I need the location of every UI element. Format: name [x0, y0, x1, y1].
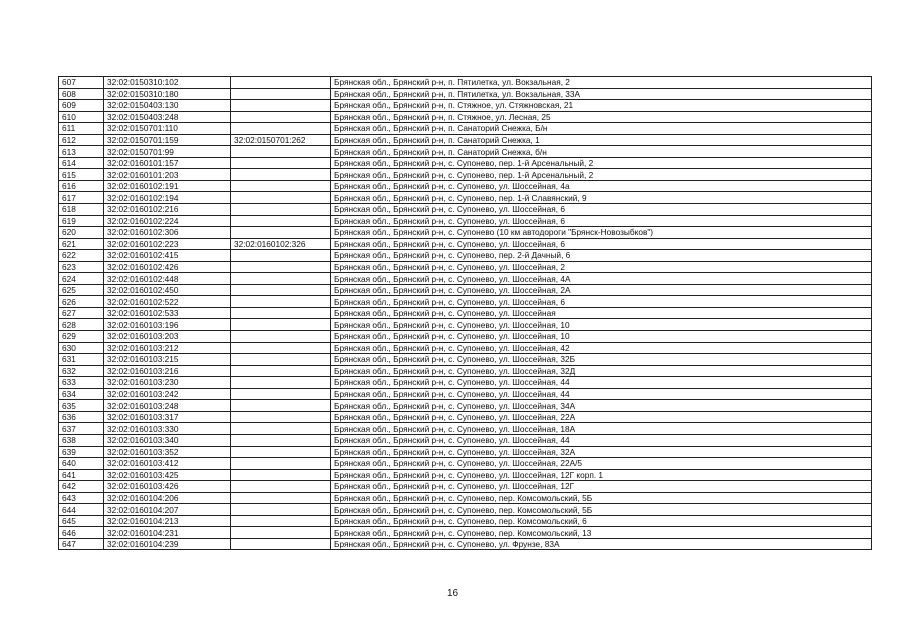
table-row: [59, 527, 872, 539]
address: Брянская обл., Брянский р-н, с. Супонево, пер. Комсомольский, 13: [331, 527, 872, 539]
address: Брянская обл., Брянский р-н, с. Супонево, ул. Шоссейная, 42: [331, 342, 872, 354]
row-number: 641: [59, 469, 104, 481]
related-cadastral-number: [231, 77, 331, 89]
related-cadastral-number: [231, 538, 331, 550]
row-number: 637: [59, 423, 104, 435]
cadastral-number: 32:02:0160102:450: [104, 284, 231, 296]
cadastral-number: 32:02:0160103:340: [104, 434, 231, 446]
related-cadastral-number: [231, 169, 331, 181]
address: Брянская обл., Брянский р-н, с. Супонево, ул. Шоссейная, 6: [331, 204, 872, 216]
related-cadastral-number: [231, 504, 331, 516]
row-number: 631: [59, 354, 104, 366]
row-number: 629: [59, 331, 104, 343]
related-cadastral-number: [231, 527, 331, 539]
table-body: [59, 77, 872, 550]
related-cadastral-number: [231, 273, 331, 285]
table-row: [59, 388, 872, 400]
address: Брянская обл., Брянский р-н, п. Пятилетка, ул. Вокзальная, 2: [331, 77, 872, 89]
cadastral-number: 32:02:0160102:426: [104, 261, 231, 273]
address: Брянская обл., Брянский р-н, с. Супонево, ул. Шоссейная, 2: [331, 261, 872, 273]
related-cadastral-number: [231, 377, 331, 389]
related-cadastral-number: [231, 192, 331, 204]
cadastral-number: 32:02:0150403:248: [104, 111, 231, 123]
address: Брянская обл., Брянский р-н, с. Супонево, ул. Шоссейная, 32А: [331, 446, 872, 458]
row-number: 636: [59, 411, 104, 423]
address: Брянская обл., Брянский р-н, с. Супонево, пер. 2-й Дачный, 6: [331, 250, 872, 262]
address: Брянская обл., Брянский р-н, с. Супонево, ул. Шоссейная, 12Г: [331, 481, 872, 493]
row-number: 634: [59, 388, 104, 400]
table-row: [59, 204, 872, 216]
related-cadastral-number: [231, 296, 331, 308]
related-cadastral-number: [231, 215, 331, 227]
table-row: [59, 423, 872, 435]
address: Брянская обл., Брянский р-н, с. Супонево, ул. Шоссейная, 44: [331, 377, 872, 389]
cadastral-number: 32:02:0160103:203: [104, 331, 231, 343]
related-cadastral-number: [231, 123, 331, 135]
address: Брянская обл., Брянский р-н, с. Супонево, ул. Шоссейная, 34А: [331, 400, 872, 412]
cadastral-number: 32:02:0160103:330: [104, 423, 231, 435]
address: Брянская обл., Брянский р-н, с. Супонево, ул. Шоссейная, 4а: [331, 180, 872, 192]
row-number: 645: [59, 515, 104, 527]
address: Брянская обл., Брянский р-н, с. Супонево, ул. Фрунзе, 83А: [331, 538, 872, 550]
cadastral-number: 32:02:0160103:196: [104, 319, 231, 331]
address: Брянская обл., Брянский р-н, с. Супонево, пер. Комсомольский, 6: [331, 515, 872, 527]
address: Брянская обл., Брянский р-н, с. Супонево, ул. Шоссейная, 18А: [331, 423, 872, 435]
address: Брянская обл., Брянский р-н, с. Супонево, ул. Шоссейная, 22А/5: [331, 458, 872, 470]
row-number: 635: [59, 400, 104, 412]
related-cadastral-number: [231, 157, 331, 169]
row-number: 642: [59, 481, 104, 493]
row-number: 623: [59, 261, 104, 273]
table-row: [59, 100, 872, 112]
address: Брянская обл., Брянский р-н, п. Санаторий Снежка, б/н: [331, 146, 872, 158]
row-number: 618: [59, 204, 104, 216]
related-cadastral-number: [231, 204, 331, 216]
address: Брянская обл., Брянский р-н, с. Супонево, ул. Шоссейная, 12Г корп. 1: [331, 469, 872, 481]
related-cadastral-number: 32:02:0150701:262: [231, 134, 331, 146]
table-row: [59, 446, 872, 458]
row-number: 624: [59, 273, 104, 285]
cadastral-number: 32:02:0160102:216: [104, 204, 231, 216]
address: Брянская обл., Брянский р-н, с. Супонево, ул. Шоссейная, 32Д: [331, 365, 872, 377]
related-cadastral-number: [231, 365, 331, 377]
address: Брянская обл., Брянский р-н, с. Супонево, ул. Шоссейная, 44: [331, 434, 872, 446]
address: Брянская обл., Брянский р-н, п. Стяжное, ул. Стяжновская, 21: [331, 100, 872, 112]
address: Брянская обл., Брянский р-н, с. Супонево, ул. Шоссейная: [331, 307, 872, 319]
related-cadastral-number: [231, 400, 331, 412]
related-cadastral-number: 32:02:0160102:326: [231, 238, 331, 250]
address: Брянская обл., Брянский р-н, с. Супонево, ул. Шоссейная, 32Б: [331, 354, 872, 366]
cadastral-number: 32:02:0160104:239: [104, 538, 231, 550]
cadastral-number: 32:02:0160103:230: [104, 377, 231, 389]
row-number: 643: [59, 492, 104, 504]
row-number: 610: [59, 111, 104, 123]
cadastral-number: 32:02:0160101:157: [104, 157, 231, 169]
address: Брянская обл., Брянский р-н, с. Супонево, ул. Шоссейная, 22А: [331, 411, 872, 423]
table-row: [59, 180, 872, 192]
table-row: [59, 434, 872, 446]
related-cadastral-number: [231, 319, 331, 331]
row-number: 616: [59, 180, 104, 192]
table-row: [59, 342, 872, 354]
cadastral-number: 32:02:0160102:533: [104, 307, 231, 319]
row-number: 644: [59, 504, 104, 516]
cadastral-number: 32:02:0150701:159: [104, 134, 231, 146]
table-row: [59, 238, 872, 250]
cadastral-number: 32:02:0160103:248: [104, 400, 231, 412]
related-cadastral-number: [231, 88, 331, 100]
row-number: 640: [59, 458, 104, 470]
table-row: [59, 411, 872, 423]
related-cadastral-number: [231, 434, 331, 446]
address: Брянская обл., Брянский р-н, с. Супонево (10 км автодороги "Брянск-Новозыбков"): [331, 227, 872, 239]
related-cadastral-number: [231, 100, 331, 112]
cadastral-number: 32:02:0150310:180: [104, 88, 231, 100]
related-cadastral-number: [231, 111, 331, 123]
row-number: 621: [59, 238, 104, 250]
row-number: 630: [59, 342, 104, 354]
cadastral-number: 32:02:0160102:522: [104, 296, 231, 308]
row-number: 622: [59, 250, 104, 262]
cadastral-number: 32:02:0160103:215: [104, 354, 231, 366]
table-row: [59, 492, 872, 504]
cadastral-number: 32:02:0160102:194: [104, 192, 231, 204]
page-number: 16: [446, 588, 459, 599]
row-number: 626: [59, 296, 104, 308]
row-number: 608: [59, 88, 104, 100]
table-row: [59, 319, 872, 331]
cadastral-table: [58, 76, 872, 550]
address: Брянская обл., Брянский р-н, с. Супонево, пер. 1-й Арсенальный, 2: [331, 169, 872, 181]
row-number: 614: [59, 157, 104, 169]
row-number: 647: [59, 538, 104, 550]
row-number: 625: [59, 284, 104, 296]
table-row: [59, 77, 872, 89]
table-row: [59, 192, 872, 204]
related-cadastral-number: [231, 388, 331, 400]
cadastral-number: 32:02:0160103:216: [104, 365, 231, 377]
table-row: [59, 307, 872, 319]
cadastral-number: 32:02:0150403:130: [104, 100, 231, 112]
address: Брянская обл., Брянский р-н, с. Супонево, пер. 1-й Арсенальный, 2: [331, 157, 872, 169]
row-number: 627: [59, 307, 104, 319]
related-cadastral-number: [231, 284, 331, 296]
cadastral-number: 32:02:0160103:212: [104, 342, 231, 354]
cadastral-number: 32:02:0160101:203: [104, 169, 231, 181]
related-cadastral-number: [231, 411, 331, 423]
row-number: 607: [59, 77, 104, 89]
related-cadastral-number: [231, 492, 331, 504]
address: Брянская обл., Брянский р-н, с. Супонево, ул. Шоссейная, 6: [331, 296, 872, 308]
table-row: [59, 354, 872, 366]
row-number: 628: [59, 319, 104, 331]
row-number: 638: [59, 434, 104, 446]
cadastral-number: 32:02:0160102:448: [104, 273, 231, 285]
row-number: 611: [59, 123, 104, 135]
table-row: [59, 538, 872, 550]
row-number: 639: [59, 446, 104, 458]
address: Брянская обл., Брянский р-н, п. Санаторий Снежка, 1: [331, 134, 872, 146]
related-cadastral-number: [231, 146, 331, 158]
address: Брянская обл., Брянский р-н, с. Супонево, пер. 1-й Славянский, 9: [331, 192, 872, 204]
cadastral-number: 32:02:0160103:412: [104, 458, 231, 470]
related-cadastral-number: [231, 515, 331, 527]
cadastral-number: 32:02:0160103:317: [104, 411, 231, 423]
table-row: [59, 331, 872, 343]
cadastral-number: 32:02:0160103:242: [104, 388, 231, 400]
table-row: [59, 481, 872, 493]
address: Брянская обл., Брянский р-н, с. Супонево, ул. Шоссейная, 6: [331, 238, 872, 250]
related-cadastral-number: [231, 307, 331, 319]
cadastral-number: 32:02:0160102:306: [104, 227, 231, 239]
cadastral-number: 32:02:0160104:207: [104, 504, 231, 516]
address: Брянская обл., Брянский р-н, с. Супонево, ул. Шоссейная, 10: [331, 319, 872, 331]
address: Брянская обл., Брянский р-н, п. Стяжное, ул. Лесная, 25: [331, 111, 872, 123]
address: Брянская обл., Брянский р-н, с. Супонево, пер. Комсомольский, 5Б: [331, 504, 872, 516]
address: Брянская обл., Брянский р-н, п. Пятилетка, ул. Вокзальная, 33А: [331, 88, 872, 100]
row-number: 615: [59, 169, 104, 181]
table-row: [59, 157, 872, 169]
table-row: [59, 377, 872, 389]
address: Брянская обл., Брянский р-н, с. Супонево, ул. Шоссейная, 2А: [331, 284, 872, 296]
cadastral-number: 32:02:0160104:206: [104, 492, 231, 504]
cadastral-number: 32:02:0160102:223: [104, 238, 231, 250]
table-row: [59, 123, 872, 135]
row-number: 617: [59, 192, 104, 204]
table-row: [59, 134, 872, 146]
table-row: [59, 469, 872, 481]
table-row: [59, 273, 872, 285]
related-cadastral-number: [231, 227, 331, 239]
table-row: [59, 284, 872, 296]
row-number: 633: [59, 377, 104, 389]
address: Брянская обл., Брянский р-н, с. Супонево, ул. Шоссейная, 10: [331, 331, 872, 343]
row-number: 620: [59, 227, 104, 239]
cadastral-number: 32:02:0160103:426: [104, 481, 231, 493]
table-row: [59, 296, 872, 308]
row-number: 646: [59, 527, 104, 539]
table-row: [59, 250, 872, 262]
related-cadastral-number: [231, 423, 331, 435]
row-number: 632: [59, 365, 104, 377]
related-cadastral-number: [231, 458, 331, 470]
cadastral-number: 32:02:0160102:224: [104, 215, 231, 227]
row-number: 612: [59, 134, 104, 146]
table-row: [59, 458, 872, 470]
related-cadastral-number: [231, 180, 331, 192]
table-row: [59, 515, 872, 527]
address: Брянская обл., Брянский р-н, с. Супонево, пер. Комсомольский, 5Б: [331, 492, 872, 504]
related-cadastral-number: [231, 354, 331, 366]
cadastral-number: 32:02:0150310:102: [104, 77, 231, 89]
cadastral-number: 32:02:0160103:425: [104, 469, 231, 481]
address: Брянская обл., Брянский р-н, п. Санаторий Снежка, Б/н: [331, 123, 872, 135]
table-row: [59, 365, 872, 377]
table-row: [59, 400, 872, 412]
cadastral-number: 32:02:0150701:99: [104, 146, 231, 158]
related-cadastral-number: [231, 469, 331, 481]
table-row: [59, 261, 872, 273]
related-cadastral-number: [231, 261, 331, 273]
address: Брянская обл., Брянский р-н, с. Супонево, ул. Шоссейная, 6: [331, 215, 872, 227]
related-cadastral-number: [231, 250, 331, 262]
cadastral-number: 32:02:0160103:352: [104, 446, 231, 458]
row-number: 613: [59, 146, 104, 158]
cadastral-number: 32:02:0150701:110: [104, 123, 231, 135]
row-number: 609: [59, 100, 104, 112]
table-row: [59, 169, 872, 181]
cadastral-number: 32:02:0160102:191: [104, 180, 231, 192]
cadastral-number: 32:02:0160104:231: [104, 527, 231, 539]
table-row: [59, 111, 872, 123]
related-cadastral-number: [231, 481, 331, 493]
related-cadastral-number: [231, 446, 331, 458]
row-number: 619: [59, 215, 104, 227]
table-row: [59, 215, 872, 227]
cadastral-number: 32:02:0160104:213: [104, 515, 231, 527]
table-row: [59, 227, 872, 239]
table-row: [59, 146, 872, 158]
related-cadastral-number: [231, 342, 331, 354]
cadastral-number: 32:02:0160102:415: [104, 250, 231, 262]
table-row: [59, 504, 872, 516]
related-cadastral-number: [231, 331, 331, 343]
address: Брянская обл., Брянский р-н, с. Супонево, ул. Шоссейная, 44: [331, 388, 872, 400]
address: Брянская обл., Брянский р-н, с. Супонево, ул. Шоссейная, 4А: [331, 273, 872, 285]
table-row: [59, 88, 872, 100]
